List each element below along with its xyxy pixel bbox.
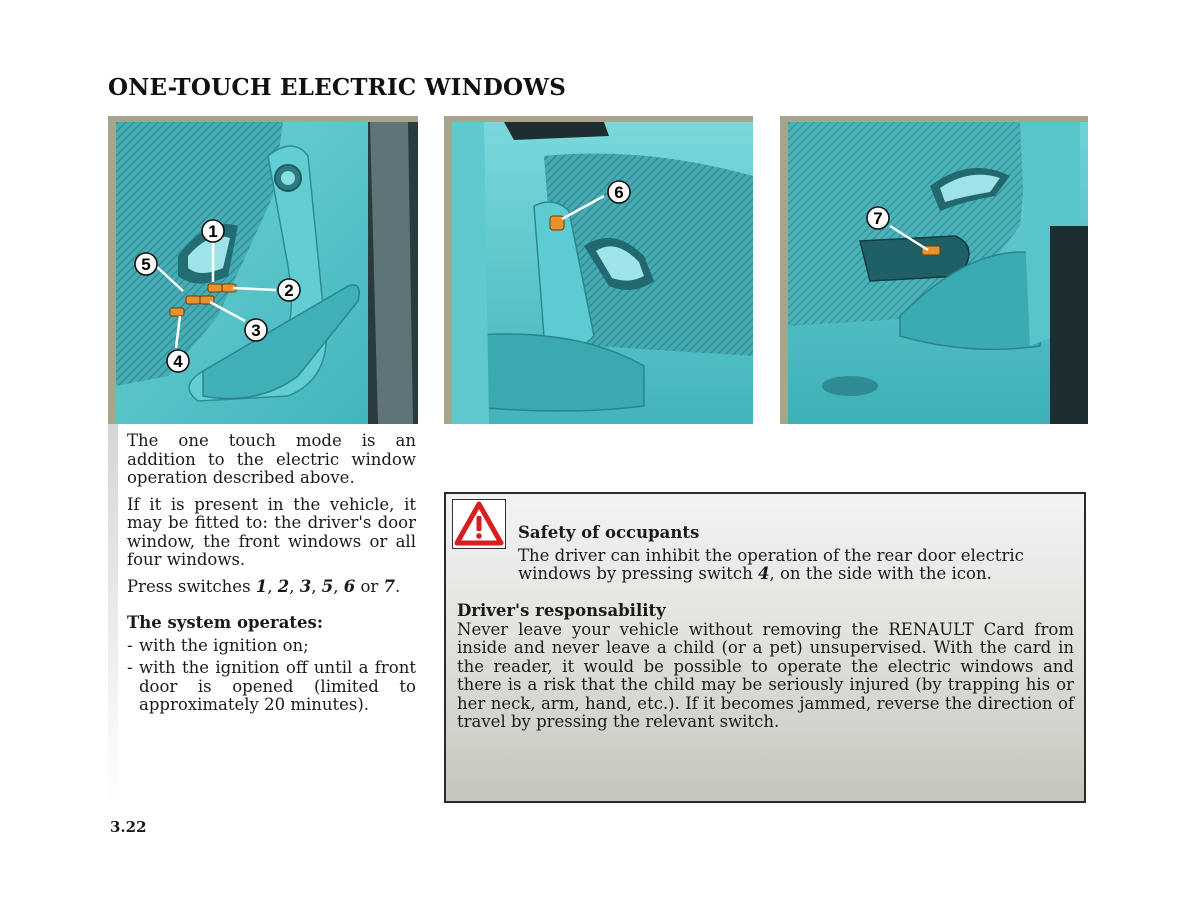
driver-door-switches-photo (108, 116, 418, 424)
intro-paragraph: The one touch mode is an addition to the electric window operation described above. (127, 431, 416, 487)
safety-text: The driver can inhibit the operation of the rear door electric windows by pressing switch 4, on the side with the icon. (518, 545, 1024, 583)
safety-heading: Safety of occupants (518, 523, 700, 542)
fitment-paragraph: If it is present in the vehicle, it may be fitted to: the driver's door window, the front windows or all four windows. (127, 494, 416, 569)
safety-section (518, 524, 1073, 584)
callout-2: 2 (284, 281, 294, 300)
list-item: - with the ignition off until a front door is opened (limited to approximately 20 minutes). (127, 658, 416, 714)
left-text-column (127, 432, 416, 719)
callout-1: 1 (208, 222, 218, 241)
driver-text: Never leave your vehicle without removing the RENAULT Card from inside and never leave a child (or a pet) unsupervised. With the card in the reader, it would be possible to operate the electric windows and there is a risk that the child may be seriously injured (by trapping his or her neck, arm, hand, etc.). If it becomes jammed, reverse the direction of travel by pressing the relevant switch. (457, 619, 1074, 731)
conditions-list (127, 637, 416, 715)
callout-7: 7 (873, 209, 883, 228)
warning-triangle-icon (452, 499, 506, 549)
driver-responsibility-section (457, 602, 1074, 732)
system-operates-heading: The system operates: (127, 613, 323, 632)
warning-box (444, 492, 1086, 803)
list-item: - with the ignition on; (127, 635, 309, 655)
callout-4: 4 (173, 352, 183, 371)
rear-door-photo (780, 116, 1088, 424)
press-switches-paragraph: Press switches 1, 2, 3, 5, 6 or 7. (127, 576, 401, 596)
page-title: ONE-TOUCH ELECTRIC WINDOWS (108, 74, 567, 101)
callout-5: 5 (141, 255, 151, 274)
front-passenger-door-photo (444, 116, 753, 424)
left-column-bar (108, 424, 118, 804)
page-number: 3.22 (110, 818, 147, 836)
callout-3: 3 (251, 321, 261, 340)
driver-heading: Driver's responsability (457, 601, 666, 620)
callout-6: 6 (614, 183, 624, 202)
